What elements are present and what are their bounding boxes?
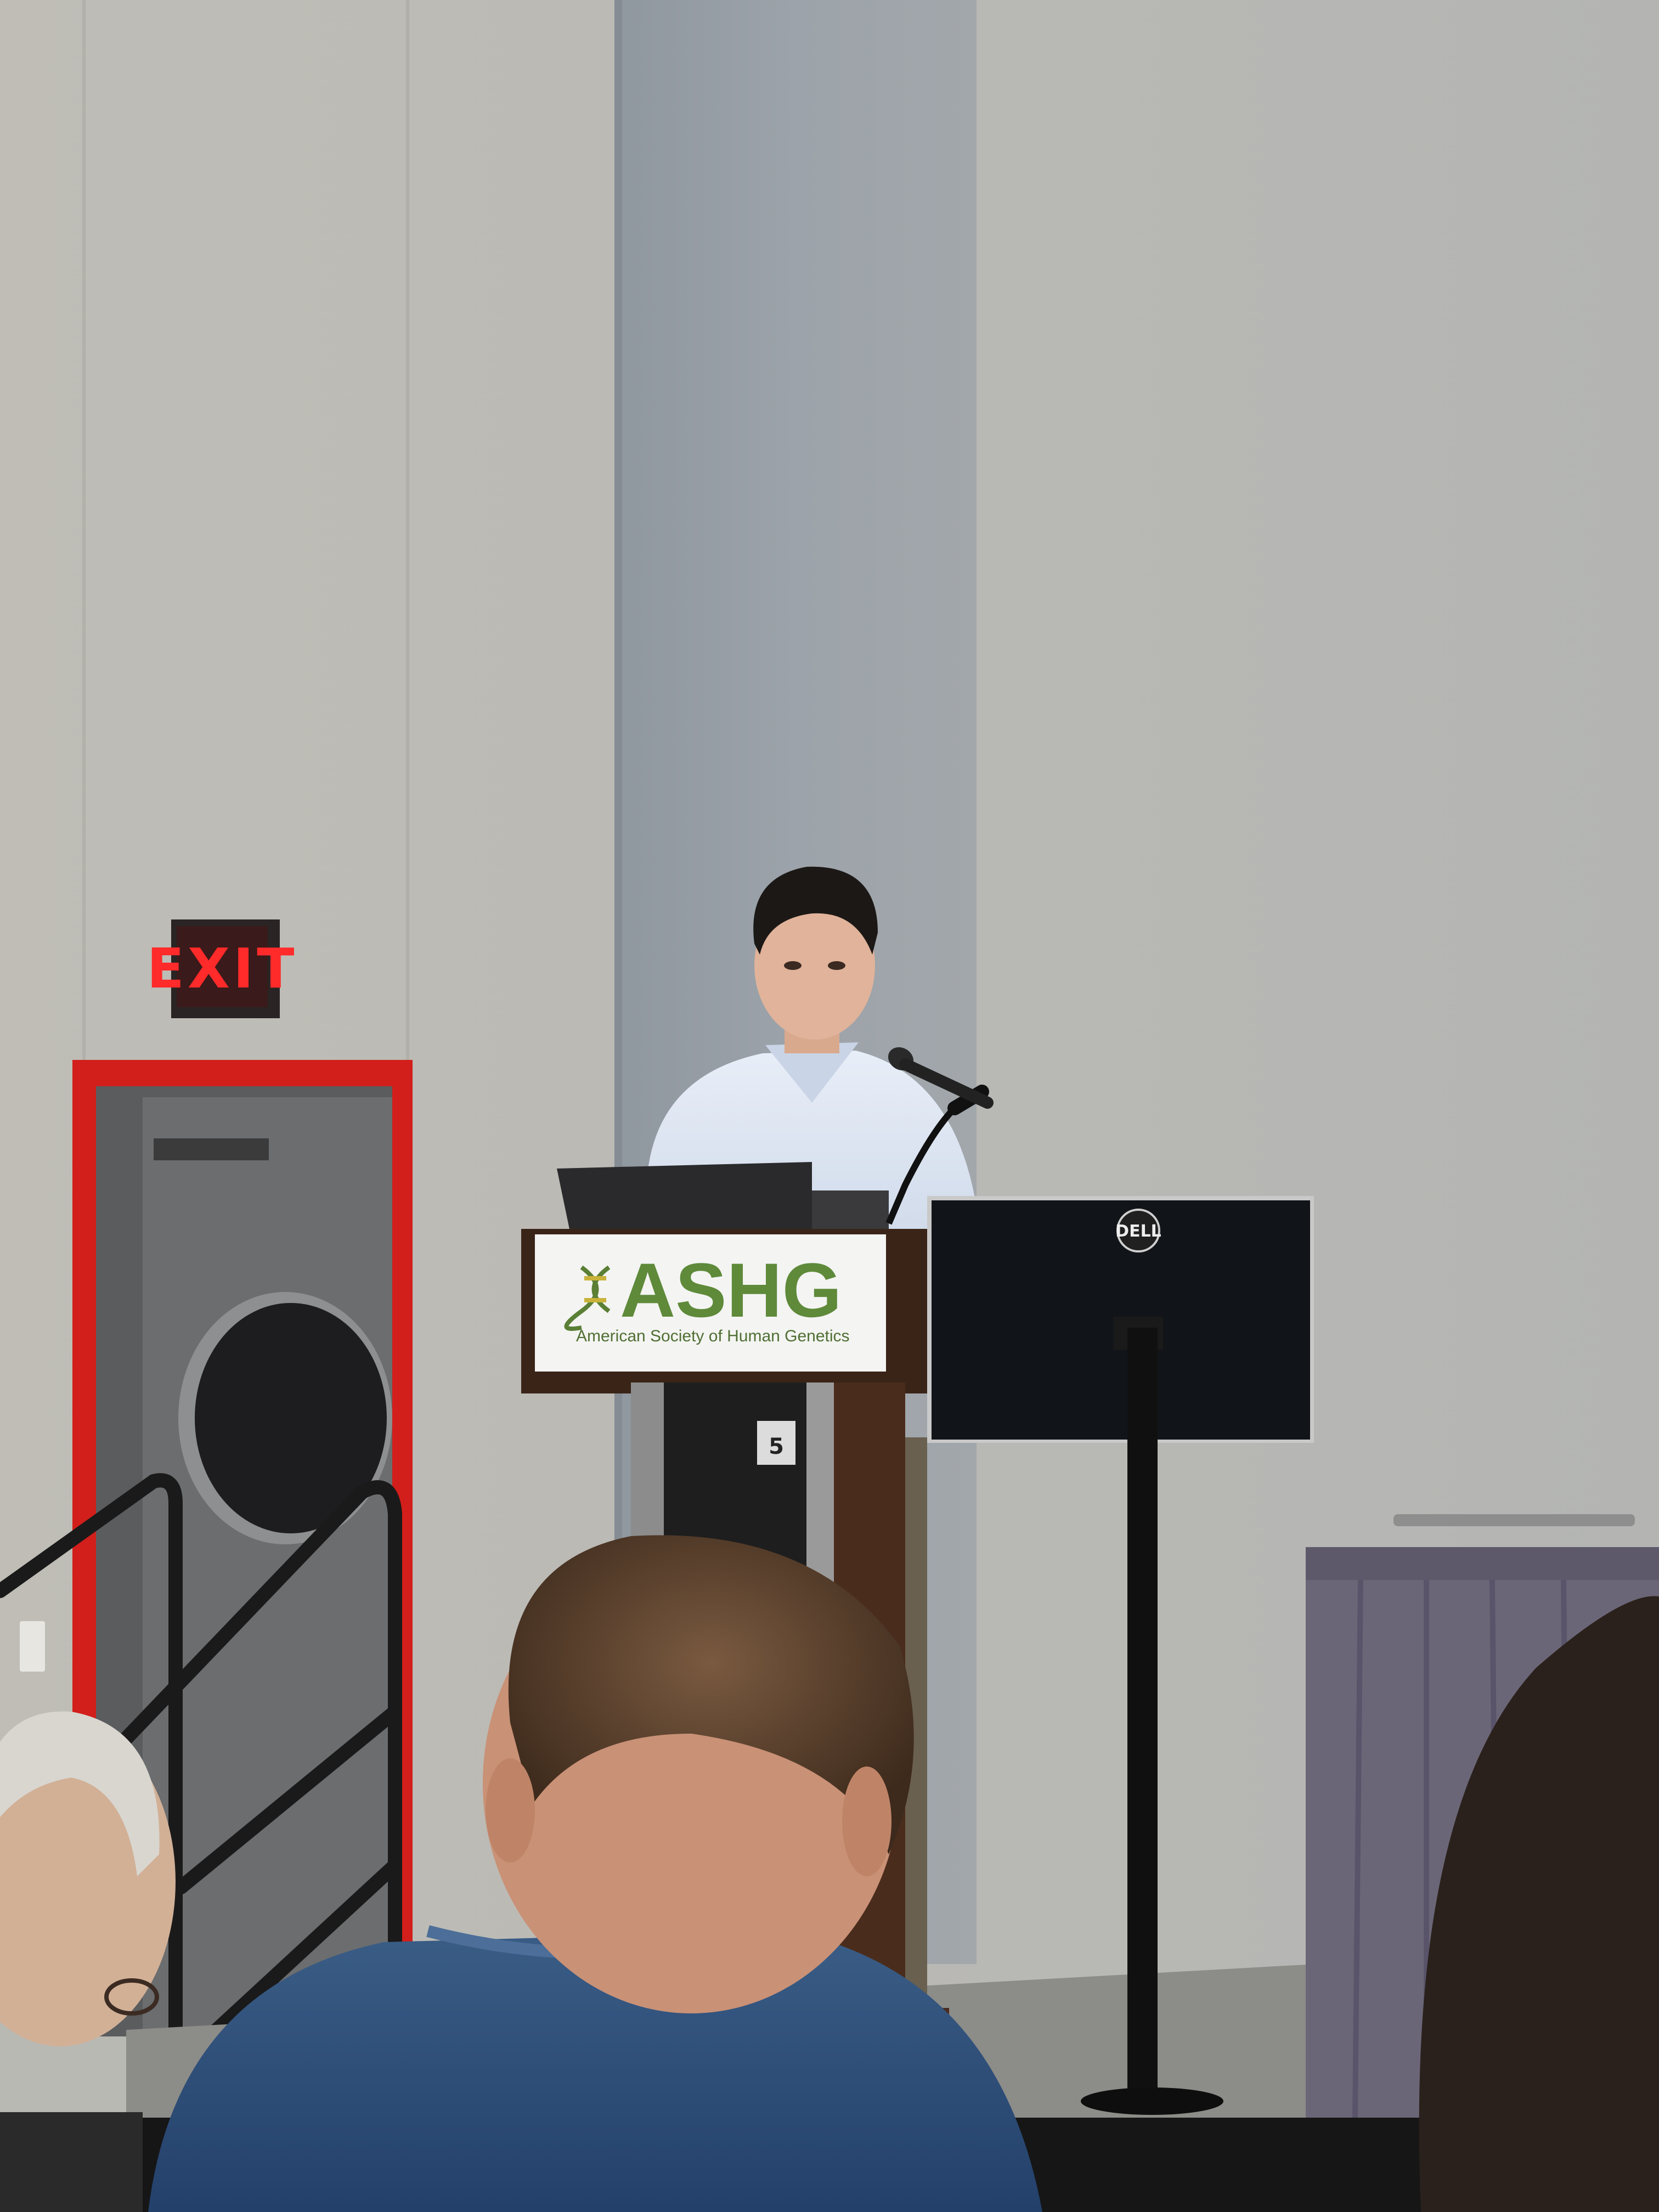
wall-switch — [20, 1621, 45, 1672]
monitor-stand — [1127, 1328, 1158, 2101]
exit-sign-text: EXIT — [146, 936, 298, 1001]
podium-logo-title: ASHG — [620, 1247, 842, 1333]
podium-logo-subtitle: American Society of Human Genetics — [576, 1327, 850, 1345]
svg-text:5: 5 — [769, 1434, 784, 1459]
monitor-brand: DELL — [1115, 1222, 1161, 1241]
door-closer-arm — [154, 1138, 269, 1160]
